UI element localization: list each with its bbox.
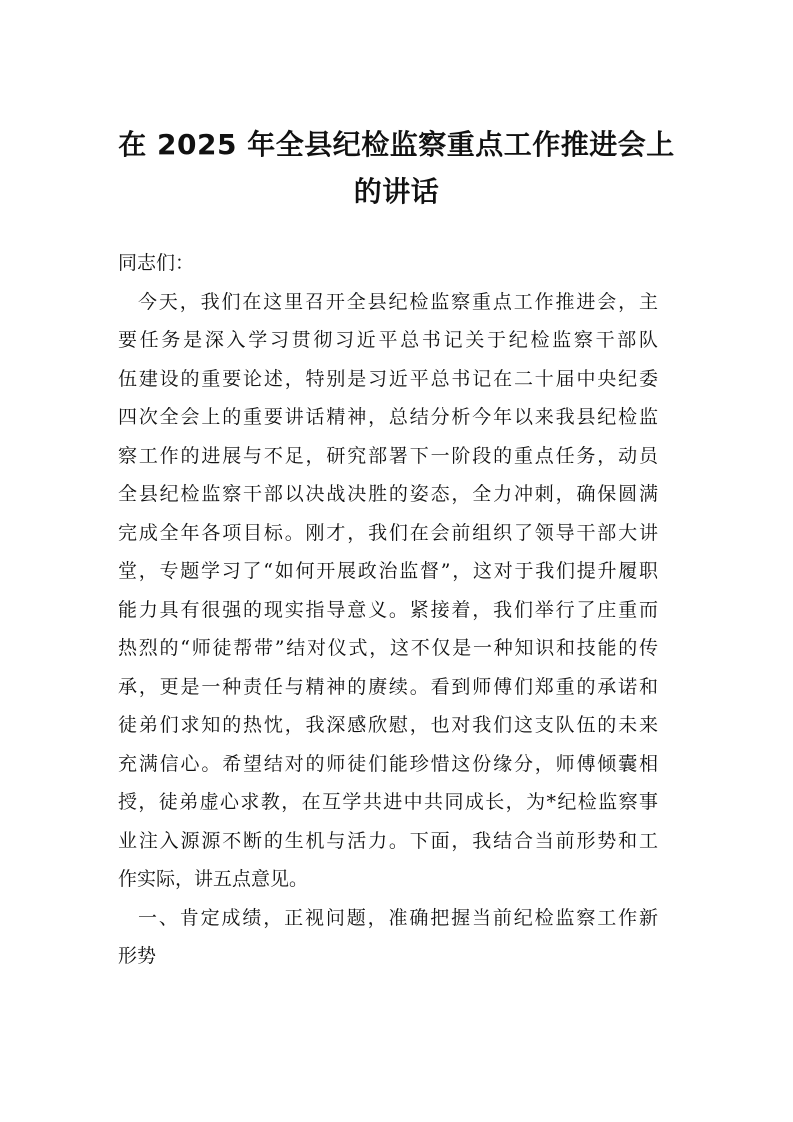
document-title-line-2: 的讲话 xyxy=(353,175,440,208)
paragraph-line: 要任务是深入学习贯彻习近平总书记关于纪检监察干部队 xyxy=(118,329,658,351)
paragraph-line: 伍建设的重要论述，特别是习近平总书记在二十届中央纪委 xyxy=(118,367,658,390)
paragraph-line: 完成全年各项目标。刚才，我们在会前组织了领导干部大讲 xyxy=(118,521,658,544)
section-heading-line: 一、肯定成绩，正视问题，准确把握当前纪检监察工作新 xyxy=(138,906,658,929)
paragraph-line: 四次全会上的重要讲话精神，总结分析今年以来我县纪检监 xyxy=(118,406,658,428)
paragraph-line: 徒弟们求知的热忱，我深感欣慰，也对我们这支队伍的未来 xyxy=(118,714,658,736)
paragraph-line: 今天，我们在这里召开全县纪检监察重点工作推进会，主 xyxy=(138,290,658,313)
section-heading-line: 形势 xyxy=(118,945,157,967)
paragraph-line: 业注入源源不断的生机与活力。下面，我结合当前形势和工 xyxy=(118,829,658,852)
paragraph-line: 热烈的“师徒帮带”结对仪式，这不仅是一种知识和技能的传 xyxy=(118,637,658,659)
paragraph-line: 堂，专题学习了“如何开展政治监督”，这对于我们提升履职 xyxy=(118,560,658,582)
paragraph-line: 察工作的进展与不足，研究部署下一阶段的重点任务，动员 xyxy=(118,444,658,467)
paragraph-line: 承，更是一种责任与精神的赓续。看到师傅们郑重的承诺和 xyxy=(118,675,658,698)
paragraph-line: 全县纪检监察干部以决战决胜的姿态，全力冲刺，确保圆满 xyxy=(118,483,658,505)
paragraph-line: 充满信心。希望结对的师徒们能珍惜这份缘分，师傅倾囊相 xyxy=(118,752,658,775)
document-title-line-1: 在 2025 年全县纪检监察重点工作推进会上 xyxy=(118,128,675,161)
paragraph-line: 能力具有很强的现实指导意义。紧接着，我们举行了庄重而 xyxy=(118,598,658,621)
paragraph-line: 授，徒弟虚心求教，在互学共进中共同成长，为*纪检监察事 xyxy=(118,791,658,813)
salutation: 同志们： xyxy=(118,252,195,274)
paragraph-line: 作实际，讲五点意见。 xyxy=(118,868,309,890)
